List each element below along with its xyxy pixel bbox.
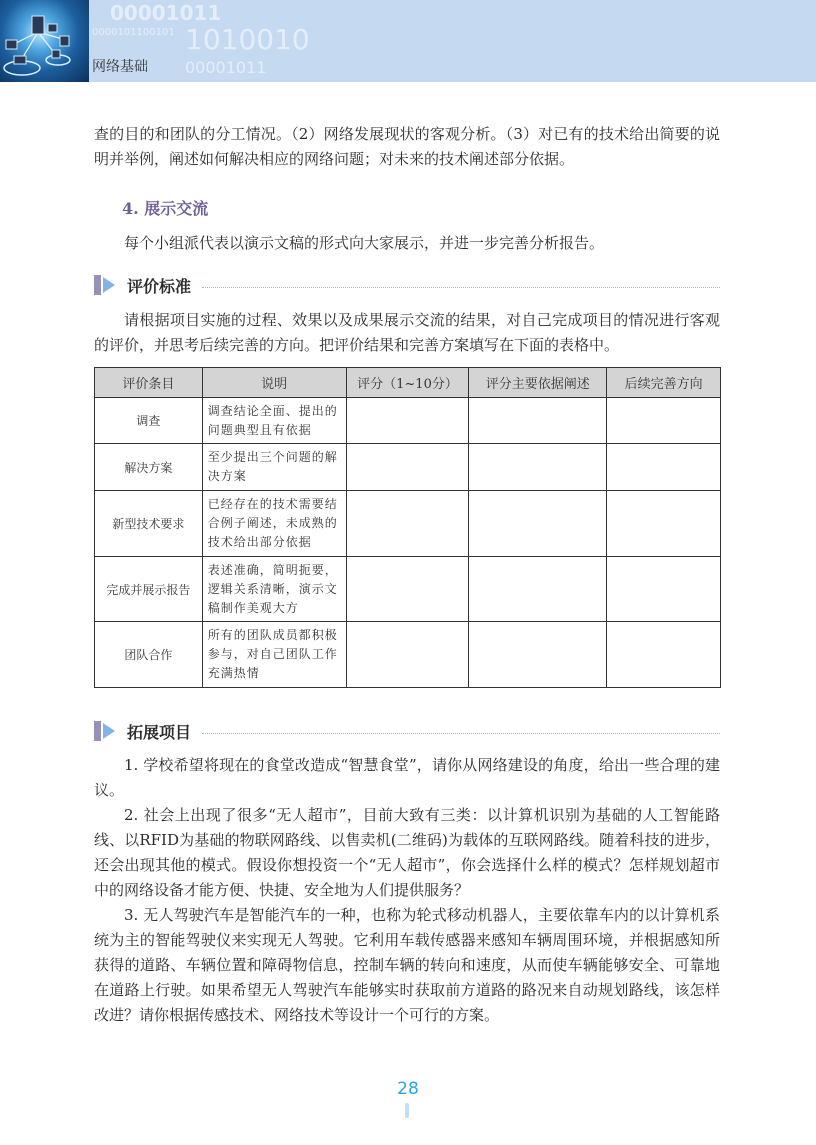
- section-triangle-icon: [103, 277, 115, 293]
- basis-cell[interactable]: [469, 622, 607, 688]
- description-cell: 所有的团队成员都积极参与，对自己团队工作充满热情: [202, 622, 346, 688]
- column-header: 评分（1~10分）: [346, 368, 469, 398]
- section-bar-icon: [94, 275, 101, 295]
- extension-items: [94, 753, 720, 1028]
- intro-paragraph: 查的目的和团队的分工情况。（2）网络发展现状的客观分析。（3）对已有的技术给出简要的说明并举例，阐述如何解决相应的网络问题；对未来的技术阐述部分依据。: [94, 125, 720, 168]
- extension-item: 3. 无人驾驶汽车是智能汽车的一种，也称为轮式移动机器人，主要依靠车内的以计算机系统为主的智能驾驶仪来实现无人驾驶。它利用车载传感器来感知车辆周围环境，并根据感知所获得的道路、车辆位置和障碍物信息，控制车辆的转向和速度，从而使车辆能够安全、可靠地在道路上行驶。如果希望无人驾驶汽车能够实时获取前方道路的路况来自动规划路线，该怎样改进？请你根据传感技术、网络技术等设计一个可行的方案。: [94, 906, 720, 1024]
- step4-block: [94, 231, 720, 256]
- binary-decoration: 00001011: [110, 1, 222, 25]
- basis-cell[interactable]: [469, 398, 607, 444]
- description-cell: 已经存在的技术需要结合例子阐述，未成熟的技术给出部分依据: [202, 491, 346, 557]
- evaluation-table: [94, 367, 721, 688]
- item-cell: 调查: [95, 398, 203, 444]
- score-cell[interactable]: [346, 444, 469, 491]
- evaluation-text-block: [94, 308, 720, 358]
- score-cell[interactable]: [346, 491, 469, 557]
- improvement-cell[interactable]: [607, 557, 721, 622]
- intro-paragraph-block: [94, 122, 720, 172]
- improvement-cell[interactable]: [607, 444, 721, 491]
- column-header: 评价条目: [95, 368, 203, 398]
- evaluation-section-header: [94, 274, 720, 296]
- page-header: [0, 0, 816, 82]
- extension-item: 2. 社会上出现了很多“无人超市”，目前大致有三类：以计算机识别为基础的人工智能路线、以RFID为基础的物联网路线、以售卖机(二维码)为载体的互联网路线。随着科技的进步，还会出现其他的模式。假设你想投资一个“无人超市”，你会选择什么样的模式？怎样规划超市中的网络设备才能方便、快捷、安全地为人们提供服务？: [94, 806, 720, 899]
- table-row: [95, 444, 721, 491]
- page-marker: [405, 1103, 409, 1118]
- dotted-divider: [202, 733, 720, 734]
- page-number: 28: [397, 1079, 419, 1099]
- item-cell: 完成并展示报告: [95, 557, 203, 622]
- score-cell[interactable]: [346, 398, 469, 444]
- network-nodes-icon: [0, 0, 89, 82]
- table-row: [95, 557, 721, 622]
- step4-text: 每个小组派代表以演示文稿的形式向大家展示，并进一步完善分析报告。: [124, 234, 605, 252]
- item-cell: 解决方案: [95, 444, 203, 491]
- improvement-cell[interactable]: [607, 491, 721, 557]
- item-cell: 新型技术要求: [95, 491, 203, 557]
- table-row: [95, 398, 721, 444]
- improvement-cell[interactable]: [607, 622, 721, 688]
- chapter-title: 网络基础: [92, 59, 148, 75]
- evaluation-section-title: 评价标准: [127, 277, 192, 296]
- score-cell[interactable]: [346, 622, 469, 688]
- item-cell: 团队合作: [95, 622, 203, 688]
- basis-cell[interactable]: [469, 557, 607, 622]
- basis-cell[interactable]: [469, 491, 607, 557]
- section-triangle-icon: [103, 723, 115, 739]
- basis-cell[interactable]: [469, 444, 607, 491]
- column-header: 后续完善方向: [607, 368, 721, 398]
- column-header: 说明: [202, 368, 346, 398]
- step4-heading: 4. 展示交流: [122, 199, 209, 218]
- description-cell: 调查结论全面、提出的问题典型且有依据: [202, 398, 346, 444]
- binary-decoration: 1010010: [185, 23, 310, 56]
- network-illustration: [0, 0, 89, 82]
- table-row: [95, 491, 721, 557]
- score-cell[interactable]: [346, 557, 469, 622]
- binary-decoration: 00001011: [185, 58, 267, 77]
- evaluation-text: 请根据项目实施的过程、效果以及成果展示交流的结果，对自己完成项目的情况进行客观的评价，并思考后续完善的方向。把评价结果和完善方案填写在下面的表格中。: [94, 311, 720, 354]
- column-header: 评分主要依据阐述: [469, 368, 607, 398]
- section-bar-icon: [94, 721, 101, 741]
- dotted-divider: [202, 287, 720, 288]
- extension-section-title: 拓展项目: [127, 723, 192, 742]
- description-cell: 至少提出三个问题的解决方案: [202, 444, 346, 491]
- binary-decoration: 0000101100101: [92, 27, 175, 38]
- improvement-cell[interactable]: [607, 398, 721, 444]
- extension-item: 1. 学校希望将现在的食堂改造成“智慧食堂”，请你从网络建设的角度，给出一些合理的建议。: [94, 756, 720, 799]
- description-cell: 表述准确，简明扼要，逻辑关系清晰，演示文稿制作美观大方: [202, 557, 346, 622]
- table-header-row: [95, 368, 721, 398]
- table-row: [95, 622, 721, 688]
- extension-section-header: [94, 720, 720, 742]
